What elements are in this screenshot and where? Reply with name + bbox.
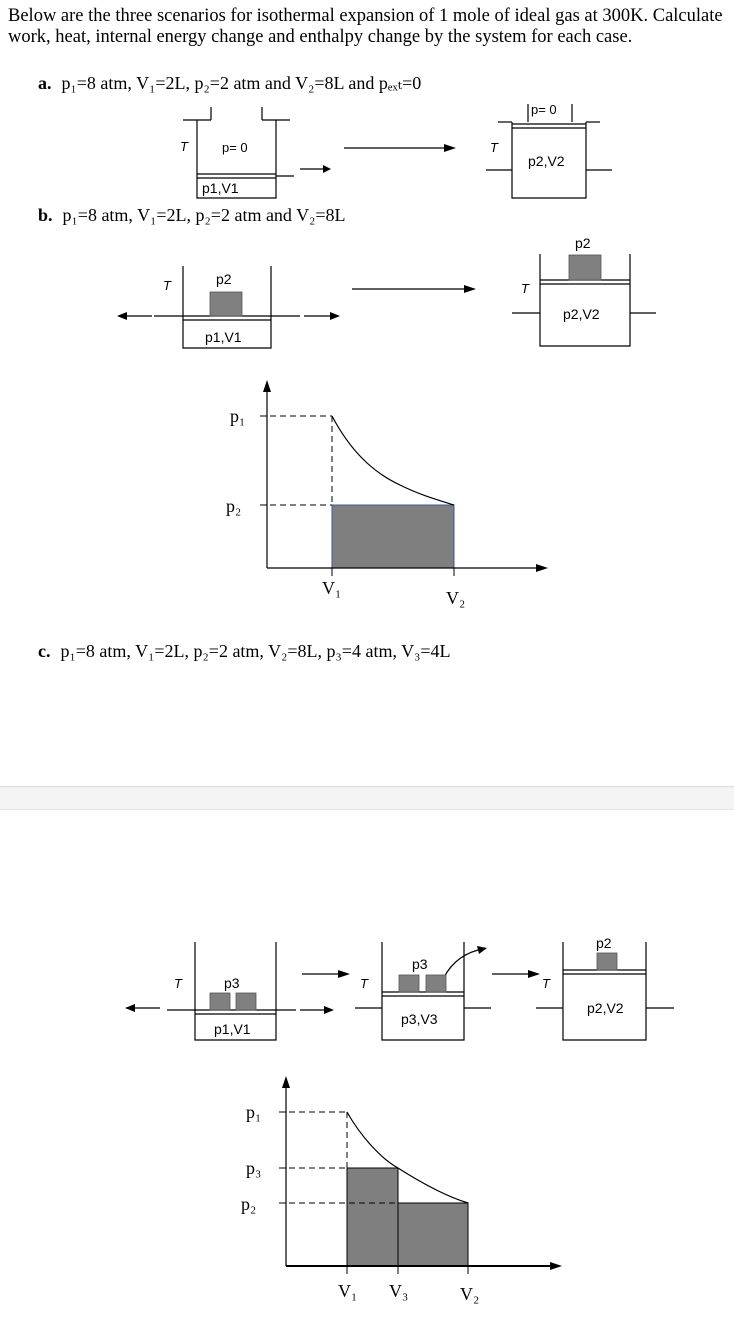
case-c-final-weight bbox=[597, 953, 617, 970]
case-c-final-weight-label: p2 bbox=[596, 935, 612, 951]
case-c-piston-diagram bbox=[0, 930, 734, 1045]
case-b-conditions: p₁=8 atm, V₁=2L, p₂=2 atm and V₂=8L bbox=[62, 205, 346, 225]
case-b-p2-label: p₂ bbox=[226, 496, 242, 516]
case-c-p2-label: p₂ bbox=[241, 1194, 257, 1214]
case-c-conditions: p₁=8 atm, V₁=2L, p₂=2 atm, V₂=8L, p₃=4 atm, V₃=4L bbox=[60, 641, 451, 661]
case-c-right-arrowhead bbox=[324, 1006, 334, 1014]
case-c-initial-state: p1,V1 bbox=[214, 1021, 251, 1037]
case-b-p1-label: p₁ bbox=[230, 406, 246, 426]
case-b-piston-diagram bbox=[0, 228, 734, 358]
case-c-final-temp: T bbox=[542, 976, 550, 991]
case-b-v1-label: V₁ bbox=[322, 578, 342, 598]
case-b-final-weight bbox=[569, 255, 601, 280]
case-b-x-axis-arrowhead bbox=[536, 564, 548, 572]
case-c-v3-label: V₃ bbox=[389, 1281, 409, 1301]
case-b-pv-graph bbox=[0, 375, 734, 610]
case-c-initial-weight-2 bbox=[236, 993, 256, 1010]
problem-intro: Below are the three scenarios for isothermal expansion of 1 mole of ideal gas at 300K. Calculate work, heat, internal energy change and enthalpy change by the system for each case. bbox=[8, 6, 723, 47]
case-c-pv-graph bbox=[0, 1070, 734, 1310]
case-a-final-state: p2,V2 bbox=[528, 153, 565, 169]
case-c-work-area-2 bbox=[398, 1203, 468, 1266]
case-c-initial-temp: T bbox=[174, 976, 182, 991]
case-c-x-axis-arrowhead bbox=[550, 1262, 562, 1270]
case-c-v2-label: V₂ bbox=[460, 1284, 480, 1304]
case-c-y-axis-arrowhead bbox=[282, 1076, 290, 1088]
case-c-final-state: p2,V2 bbox=[587, 1000, 624, 1016]
case-c-middle-weight-2 bbox=[426, 975, 446, 992]
case-a-final-temp: T bbox=[490, 140, 498, 155]
case-b-v2-label: V₂ bbox=[446, 588, 466, 608]
case-b-work-area bbox=[332, 505, 454, 568]
case-b-right-arrowhead bbox=[330, 312, 340, 320]
case-b-initial-weight-label: p2 bbox=[216, 271, 232, 287]
case-b-initial-temp: T bbox=[163, 278, 171, 293]
case-b-isotherm-curve bbox=[332, 416, 454, 505]
case-c-middle-temp: T bbox=[360, 976, 368, 991]
case-a-conditions: p₁=8 atm, V₁=2L, p₂=2 atm and V₂=8L and pₑₓₜ=0 bbox=[61, 73, 422, 93]
case-c-letter: c. bbox=[38, 641, 51, 661]
case-b-final-state: p2,V2 bbox=[563, 306, 600, 322]
case-c-middle-weight-1 bbox=[399, 975, 419, 992]
case-a-initial-state: p1,V1 bbox=[202, 180, 239, 196]
case-a-final-pressure: p= 0 bbox=[531, 102, 557, 117]
case-c-initial-weight-label: p3 bbox=[224, 975, 240, 991]
case-c-left-arrowhead bbox=[125, 1004, 135, 1012]
case-c-middle-weight-label: p3 bbox=[412, 956, 428, 972]
case-c-weight-removal-arrow bbox=[441, 950, 478, 984]
case-c-heading bbox=[38, 641, 451, 662]
case-c-p3-label: p₃ bbox=[246, 1158, 262, 1178]
case-c-weight-removal-arrowhead bbox=[477, 946, 487, 954]
case-b-y-axis-arrowhead bbox=[263, 380, 271, 392]
case-a-heading bbox=[38, 73, 421, 94]
case-c-middle-state: p3,V3 bbox=[401, 1011, 438, 1027]
case-a-initial-pressure: p= 0 bbox=[222, 140, 248, 155]
page-separator bbox=[0, 786, 734, 810]
case-a-process-arrowhead bbox=[444, 144, 456, 152]
case-b-initial-state: p1,V1 bbox=[205, 329, 242, 345]
case-c-work-area-1 bbox=[347, 1168, 398, 1266]
case-b-process-arrowhead bbox=[464, 285, 476, 293]
case-c-process-arrow-2-head bbox=[528, 970, 540, 978]
case-a-initial-temp: T bbox=[180, 139, 188, 154]
case-c-p1-label: p₁ bbox=[246, 1102, 262, 1122]
case-c-process-arrow-1-head bbox=[338, 970, 350, 978]
case-b-initial-weight bbox=[210, 292, 242, 316]
case-b-final-temp: T bbox=[521, 281, 529, 296]
case-b-left-arrowhead bbox=[117, 312, 127, 320]
case-b-final-weight-label: p2 bbox=[575, 235, 591, 251]
case-a-letter: a. bbox=[38, 73, 52, 93]
case-b-letter: b. bbox=[38, 205, 53, 225]
case-c-initial-weight-1 bbox=[210, 993, 230, 1010]
case-a-piston-diagram bbox=[0, 98, 734, 202]
case-c-v1-label: V₁ bbox=[338, 1281, 358, 1301]
case-a-piston-arrowhead bbox=[323, 165, 331, 173]
case-b-heading bbox=[38, 205, 346, 226]
